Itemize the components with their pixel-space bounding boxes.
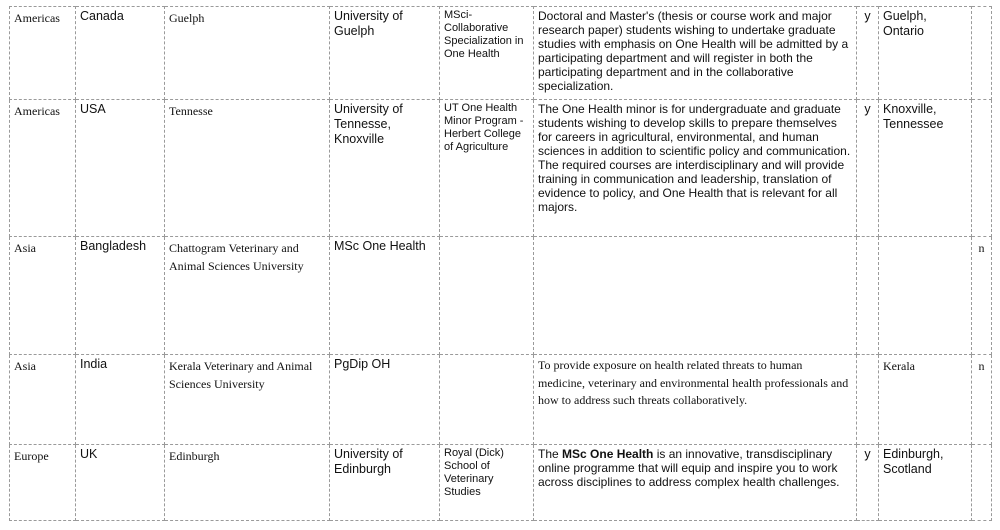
table-row	[10, 237, 992, 355]
description-text: The	[538, 447, 563, 461]
region-cell: Asia	[10, 237, 76, 355]
region-cell: Americas	[10, 100, 76, 237]
country-cell: Canada	[76, 7, 165, 100]
institution-cell: MSc One Health	[330, 237, 440, 355]
program-cell: UT One Health Minor Program - Herbert College of Agriculture	[440, 100, 534, 237]
description-text: is an innovative, transdisciplinary online programme that will equip and inspire you to work across disciplines to address complex health challenges.	[538, 447, 840, 489]
country-cell: India	[76, 355, 165, 445]
flag2-cell	[972, 445, 992, 521]
table-row	[10, 100, 992, 237]
program-cell	[440, 237, 534, 355]
institution-cell: PgDip OH	[330, 355, 440, 445]
program-cell: Royal (Dick) School of Veterinary Studies	[440, 445, 534, 521]
table-row	[10, 7, 992, 100]
program-cell	[440, 355, 534, 445]
region-cell: Asia	[10, 355, 76, 445]
description-cell	[534, 445, 857, 521]
location-cell: Guelph	[165, 7, 330, 100]
flag2-cell	[972, 100, 992, 237]
institution-cell: University of Edinburgh	[330, 445, 440, 521]
location-cell: Tennesse	[165, 100, 330, 237]
location-cell: Edinburgh	[165, 445, 330, 521]
city-cell	[879, 237, 972, 355]
city-cell: Guelph, Ontario	[879, 7, 972, 100]
flag2-cell	[972, 7, 992, 100]
institution-cell: University of Guelph	[330, 7, 440, 100]
flag1-cell: y	[857, 100, 879, 237]
country-cell: UK	[76, 445, 165, 521]
region-cell: Europe	[10, 445, 76, 521]
flag1-cell: y	[857, 7, 879, 100]
table-row	[10, 355, 992, 445]
programs-table	[9, 6, 992, 521]
country-cell: Bangladesh	[76, 237, 165, 355]
flag2-cell: n	[972, 237, 992, 355]
flag1-cell: y	[857, 445, 879, 521]
description-bold-text: MSc One Health	[562, 447, 654, 461]
country-cell: USA	[76, 100, 165, 237]
location-cell: Kerala Veterinary and Animal Sciences University	[165, 355, 330, 445]
program-cell: MSci-Collaborative Specialization in One Health	[440, 7, 534, 100]
institution-cell: University of Tennesse, Knoxville	[330, 100, 440, 237]
flag1-cell	[857, 355, 879, 445]
table-row	[10, 445, 992, 521]
city-cell: Knoxville, Tennessee	[879, 100, 972, 237]
flag1-cell	[857, 237, 879, 355]
description-cell: The One Health minor is for undergraduate and graduate students wishing to develop skills to prepare themselves for careers in agricultural, environmental, and human sciences in addition to scientific policy and communication. The required courses are interdisciplinary and will provide training in communication and leadership, translation of evidence to policy, and One Health that is relevant for all majors.	[534, 100, 857, 237]
city-cell: Kerala	[879, 355, 972, 445]
region-cell: Americas	[10, 7, 76, 100]
description-cell: To provide exposure on health related threats to human medicine, veterinary and environmental health professionals and how to address such threats collaboratively.	[534, 355, 857, 445]
flag2-cell: n	[972, 355, 992, 445]
description-cell	[534, 237, 857, 355]
city-cell: Edinburgh, Scotland	[879, 445, 972, 521]
location-cell: Chattogram Veterinary and Animal Sciences University	[165, 237, 330, 355]
description-cell: Doctoral and Master's (thesis or course work and major research paper) students wishing to undertake graduate studies with emphasis on One Health will be admitted by a participating department and will register in both the participating department and in the collaborative specialization.	[534, 7, 857, 100]
